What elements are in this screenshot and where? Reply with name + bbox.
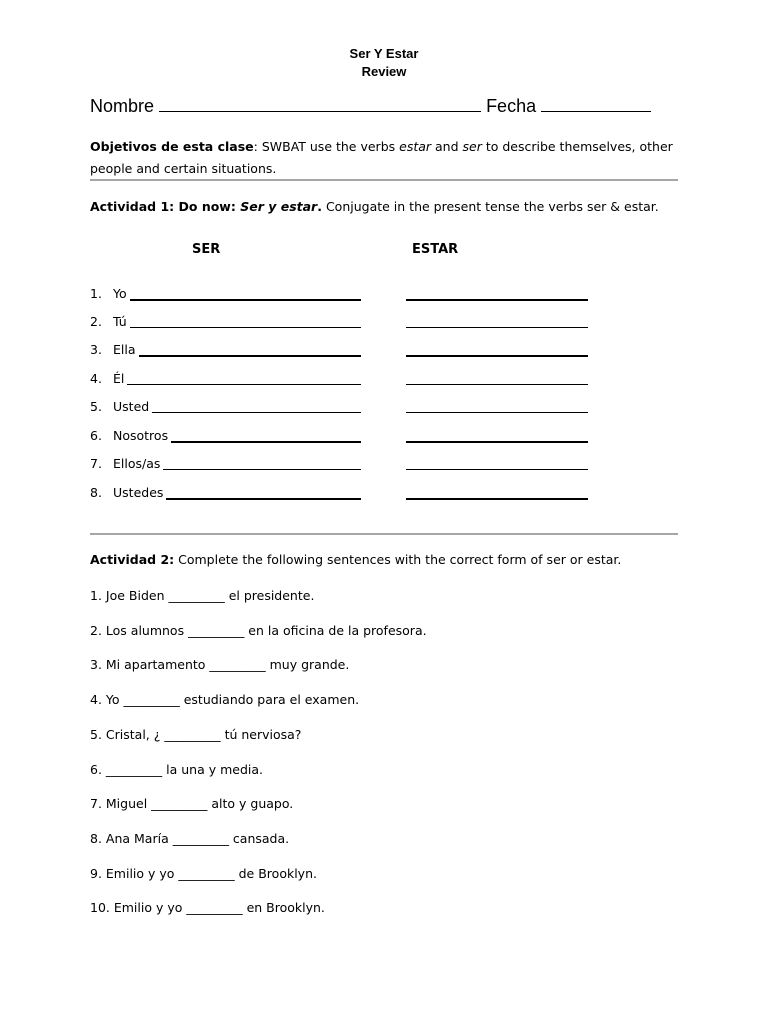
conjugation-row: [90, 286, 127, 301]
objectives-text-end: to describe themselves, other people and certain situations.: [90, 139, 673, 176]
divider-bottom: [90, 533, 678, 535]
activity2-heading: [90, 552, 621, 567]
sentence-item: 5. Cristal, ¿ _________ tú nerviosa?: [90, 726, 302, 742]
row-number: 3.: [90, 342, 102, 357]
activity2-instructions: Complete the following sentences with the correct form of ser or estar.: [174, 552, 622, 567]
sentence-item: 7. Miguel _________ alto y guapo.: [90, 796, 294, 812]
sentence-item: 2. Los alumnos _________ en la oficina de la profesora.: [90, 622, 427, 638]
estar-answer-line[interactable]: [406, 469, 588, 470]
sentence-item: 8. Ana María _________ cansada.: [90, 830, 290, 846]
name-date-line: [90, 95, 651, 117]
sentence-item: 6. _________ la una y media.: [90, 761, 263, 777]
worksheet-title: Ser Y Estar: [349, 46, 419, 61]
worksheet-subtitle: Review: [361, 64, 407, 79]
conjugation-row: [90, 485, 163, 500]
conjugation-row: [90, 456, 160, 471]
ser-answer-line[interactable]: [127, 384, 361, 385]
activity1-heading: [90, 199, 659, 214]
row-number: 2.: [90, 314, 102, 329]
row-pronoun: Él: [113, 371, 125, 386]
objectives-text-and: and: [431, 139, 463, 154]
objectives-paragraph: [90, 136, 680, 180]
column-header-ser: SER: [192, 242, 221, 257]
conjugation-row: [90, 399, 149, 414]
objectives-verb-ser: ser: [462, 139, 482, 154]
fecha-label: Fecha: [486, 96, 537, 116]
activity1-topic: Ser y estar: [240, 199, 318, 214]
objectives-label: Objetivos de esta clase: [90, 139, 254, 154]
divider-top: [90, 179, 678, 181]
row-pronoun: Yo: [113, 286, 127, 301]
row-number: 5.: [90, 399, 102, 414]
estar-answer-line[interactable]: [406, 384, 588, 385]
estar-answer-line[interactable]: [406, 412, 588, 413]
nombre-label: Nombre: [90, 96, 155, 116]
ser-answer-line[interactable]: [152, 412, 361, 413]
objectives-text: : SWBAT use the verbs: [253, 139, 400, 154]
row-pronoun: Ella: [113, 342, 136, 357]
ser-answer-line[interactable]: [130, 327, 361, 328]
ser-answer-line[interactable]: [139, 355, 361, 357]
row-pronoun: Ustedes: [113, 485, 164, 500]
row-number: 1.: [90, 286, 102, 301]
ser-answer-line[interactable]: [163, 469, 361, 470]
activity2-label: Actividad 2:: [90, 552, 175, 567]
column-header-estar: ESTAR: [412, 242, 459, 257]
ser-answer-line[interactable]: [171, 441, 361, 443]
fecha-blank[interactable]: [541, 95, 651, 112]
estar-answer-line[interactable]: [406, 441, 588, 443]
sentence-item: 1. Joe Biden _________ el presidente.: [90, 588, 315, 603]
row-number: 8.: [90, 485, 102, 500]
row-pronoun: Nosotros: [113, 428, 169, 443]
conjugation-row: [90, 428, 168, 443]
row-pronoun: Usted: [113, 399, 150, 414]
row-number: 4.: [90, 371, 102, 386]
sentence-item: 10. Emilio y yo _________ en Brooklyn.: [90, 900, 325, 916]
ser-answer-line[interactable]: [166, 498, 361, 500]
nombre-blank[interactable]: [159, 95, 481, 112]
ser-answer-line[interactable]: [130, 299, 361, 301]
sentence-item: 3. Mi apartamento _________ muy grande.: [90, 657, 350, 673]
estar-answer-line[interactable]: [406, 355, 588, 357]
estar-answer-line[interactable]: [406, 327, 588, 328]
row-pronoun: Ellos/as: [113, 456, 161, 471]
activity1-label: Actividad 1: Do now:: [90, 199, 241, 214]
conjugation-row: [90, 342, 136, 357]
activity1-instructions: Conjugate in the present tense the verbs ser & estar.: [321, 199, 659, 214]
activity1-dot: .: [317, 199, 322, 214]
conjugation-row: [90, 371, 124, 386]
sentence-item: 4. Yo _________ estudiando para el examen.: [90, 692, 360, 708]
row-number: 6.: [90, 428, 102, 443]
conjugation-row: [90, 314, 127, 329]
row-number: 7.: [90, 456, 102, 471]
estar-answer-line[interactable]: [406, 299, 588, 301]
row-pronoun: Tú: [113, 314, 127, 329]
objectives-verb-estar: estar: [399, 139, 432, 154]
sentence-item: 9. Emilio y yo _________ de Brooklyn.: [90, 865, 317, 881]
estar-answer-line[interactable]: [406, 498, 588, 500]
